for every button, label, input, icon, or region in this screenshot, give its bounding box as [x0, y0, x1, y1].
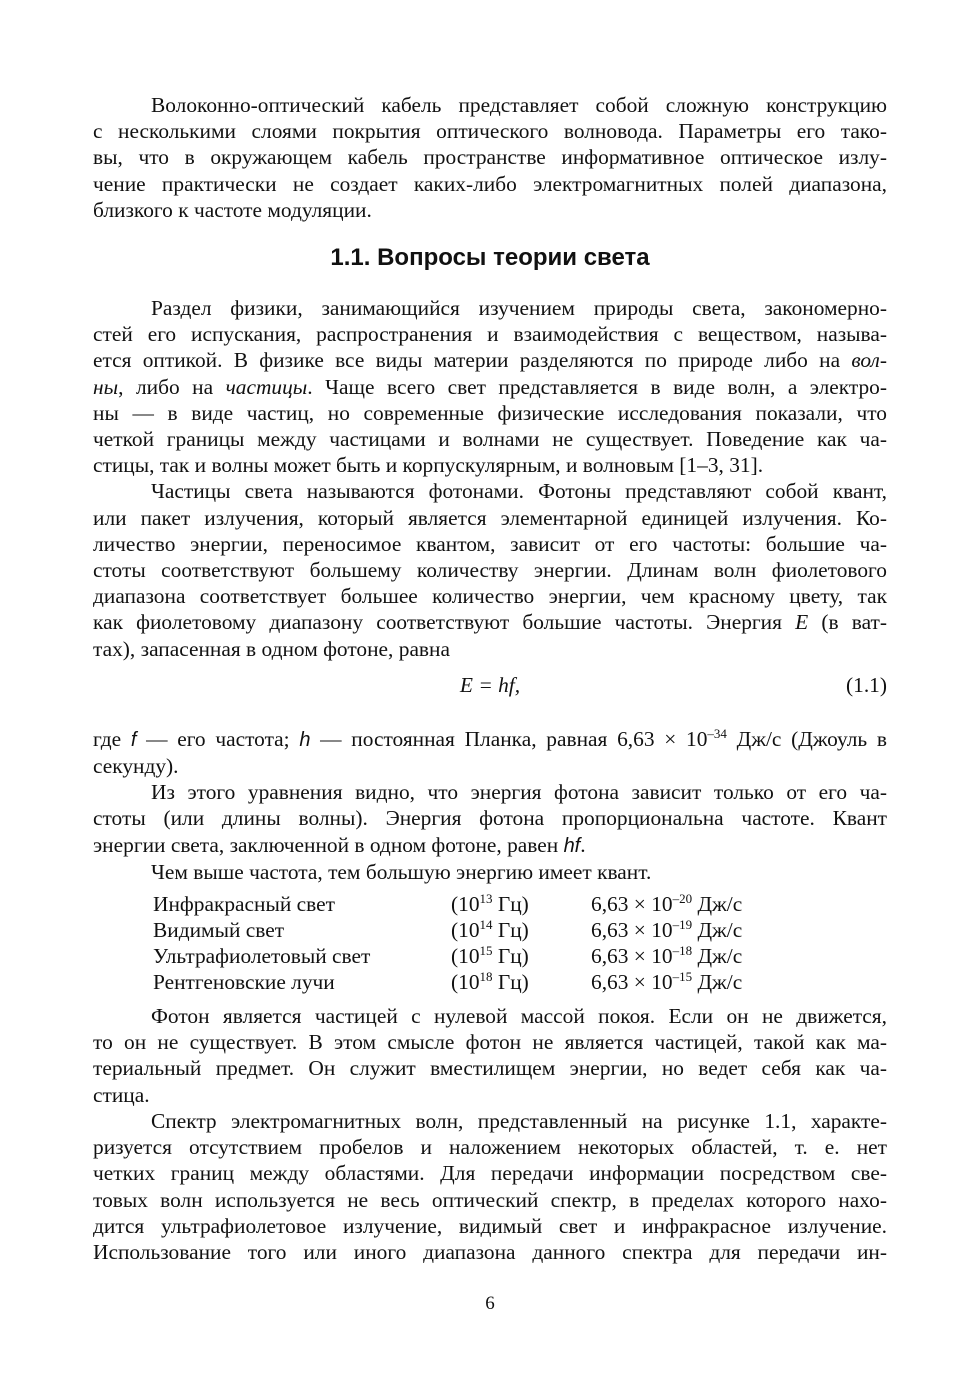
page-number: 6 [485, 1293, 495, 1314]
frequency-unit: Гц) [492, 918, 529, 943]
text-line: вы, что в окружающем кабель пространстве информативное оптическое излу- [93, 145, 887, 170]
text-line: стоты соответствуют большему количеству энергии. Длинам волн фиолетового [93, 558, 887, 583]
text-line: личество энергии, переносимое квантом, зависит от его частоты: большие ча- [93, 531, 887, 556]
table-row [153, 943, 742, 969]
frequency-base: (10 [451, 892, 480, 917]
equation-expression: E = hf, [459, 672, 521, 697]
italic-term: ны [93, 374, 119, 399]
paragraph-photons [93, 478, 887, 661]
frequency-base: (10 [451, 970, 480, 995]
text-run: , либо на [118, 374, 226, 399]
text-line: диапазона соответствует большее количество энергии, чем красному цвету, так [93, 584, 887, 609]
frequency-base: (10 [451, 918, 480, 943]
energy-cell [591, 891, 742, 917]
superscript: –34 [707, 725, 727, 741]
text-line: стей его испускания, распространения и взаимодействия с веществом, называ- [93, 322, 887, 347]
table-row [153, 891, 742, 917]
text-line [93, 609, 887, 635]
page-body [93, 92, 887, 1265]
section-heading: 1.1. Вопросы теории света [330, 244, 650, 272]
text-line [93, 374, 887, 400]
frequency-cell [451, 917, 591, 943]
italic-term: E [795, 610, 809, 635]
energy-unit: Дж/с [692, 918, 743, 943]
text-run: энергии света, заключенной в одном фотоне, равен [93, 832, 564, 857]
text-run: как фиолетовому диапазону соответствуют большие частоты. Энергия [93, 610, 796, 635]
text-line: ризуется отсутствием пробелов и наложением некоторых областей, т. е. нет [93, 1135, 887, 1160]
text-run: Дж/с (Джоуль в [726, 726, 887, 751]
radiation-type: Рентгеновские лучи [153, 970, 335, 995]
paragraph-planck [93, 726, 887, 779]
text-run: . Чаще всего свет представляется в виде волн, а электро- [307, 374, 887, 399]
text-line: секунду). [93, 754, 179, 779]
text-line: четких границ между областями. Для передачи информации посредством све- [93, 1161, 887, 1186]
energy-base: 6,63 × 10 [591, 918, 673, 943]
equation-number: (1.1) [846, 672, 887, 697]
italic-term: вол- [851, 348, 887, 373]
text-line: стица. [93, 1082, 150, 1107]
table-row [153, 917, 742, 943]
paragraph-equation-note [93, 779, 887, 859]
italic-term: hf [563, 834, 581, 857]
text-run: . [580, 832, 586, 857]
text-run: (в ват- [808, 610, 887, 635]
energy-base: 6,63 × 10 [591, 892, 673, 917]
energy-exponent: –20 [672, 891, 693, 907]
text-run: — постоянная Планка, равная 6,63 × 10 [310, 726, 708, 751]
energy-cell [591, 943, 742, 969]
text-line: стоты (или длины волны). Энергия фотона пропорциональна частоте. Квант [93, 806, 887, 831]
text-line [93, 832, 887, 859]
text-line: Раздел физики, занимающийся изучением природы света, закономерно- [151, 296, 887, 321]
text-line: Частицы света называются фотонами. Фотоны представляют собой квант, [151, 479, 887, 504]
paragraph-photon-mass [93, 1003, 887, 1108]
text-run: где [93, 726, 131, 751]
text-line: Из этого уравнения видно, что энергия фотона зависит только от его ча- [151, 780, 887, 805]
text-line: или пакет излучения, который является элементарной единицей излучения. Ко- [93, 505, 887, 530]
text-line [93, 347, 887, 373]
frequency-exponent: 15 [479, 943, 493, 959]
text-line: Фотон является частицей с нулевой массой покоя. Если он не движется, [151, 1004, 887, 1029]
text-line: стицы, так и волны может быть и корпускулярным, и волновым [1–3, 31]. [93, 453, 764, 478]
text-line: ны — в виде частиц, но современные физические исследования показали, что [93, 400, 887, 425]
text-line: близкого к частоте модуляции. [93, 197, 372, 222]
radiation-type: Видимый свет [153, 918, 285, 943]
paragraph-intro [93, 92, 887, 223]
table-row [153, 969, 742, 995]
paragraph-spectrum [93, 1108, 887, 1265]
text-line: Использование того или иного диапазона данного спектра для передачи ин- [93, 1239, 887, 1264]
text-line: четкой границы между частицами и волнами не существует. Поведение как ча- [93, 427, 887, 452]
text-line: Чем выше частота, тем большую энергию имеет квант. [151, 859, 652, 884]
frequency-exponent: 14 [479, 917, 493, 933]
frequency-cell [451, 891, 591, 917]
energy-base: 6,63 × 10 [591, 944, 673, 969]
text-line: то он не существует. В этом смысле фотон не является частицей, такой как ма- [93, 1030, 887, 1055]
energy-unit: Дж/с [692, 970, 743, 995]
energy-base: 6,63 × 10 [591, 970, 673, 995]
text-line: Волоконно-оптический кабель представляет собой сложную конструкцию [151, 93, 887, 117]
text-line: териальный предмет. Он служит вместилищем энергии, но ведет себя как ча- [93, 1056, 887, 1081]
frequency-cell [451, 969, 591, 995]
frequency-unit: Гц) [492, 892, 529, 917]
frequency-exponent: 18 [479, 969, 493, 985]
text-line: дится ультрафиолетовое излучение, видимый свет и инфракрасное излучение. [93, 1213, 887, 1238]
italic-term: частицы [225, 374, 308, 399]
italic-term: f [130, 728, 137, 751]
frequency-base: (10 [451, 944, 480, 969]
energy-cell [591, 969, 742, 995]
energy-unit: Дж/с [692, 944, 743, 969]
radiation-type: Ультрафиолетовый свет [153, 944, 371, 969]
text-line: с несколькими слоями покрытия оптического волновода. Параметры его тако- [93, 119, 887, 144]
energy-exponent: –15 [672, 969, 693, 985]
frequency-exponent: 13 [479, 891, 493, 907]
frequency-unit: Гц) [492, 970, 529, 995]
energy-exponent: –19 [672, 917, 693, 933]
paragraph-optics [93, 295, 887, 478]
photon-energy-table [153, 891, 742, 995]
text-line: тах), запасенная в одном фотоне, равна [93, 636, 450, 661]
text-line: товых волн используется не весь оптический спектр, в пределах которого нахо- [93, 1187, 887, 1212]
text-line [93, 726, 887, 753]
text-line: Спектр электромагнитных волн, представленный на рисунке 1.1, характе- [151, 1108, 887, 1133]
italic-term: h [299, 728, 311, 751]
frequency-cell [451, 943, 591, 969]
energy-cell [591, 917, 742, 943]
text-line: чение практически не создает каких-либо электромагнитных полей диапазона, [93, 171, 887, 196]
energy-exponent: –18 [672, 943, 693, 959]
equation [93, 672, 887, 698]
frequency-unit: Гц) [492, 944, 529, 969]
radiation-type: Инфракрасный свет [153, 892, 335, 917]
text-run: ется оптикой. В физике все виды материи разделяются по природе либо на [93, 348, 852, 373]
text-run: — его частота; [136, 726, 300, 751]
energy-unit: Дж/с [692, 892, 743, 917]
